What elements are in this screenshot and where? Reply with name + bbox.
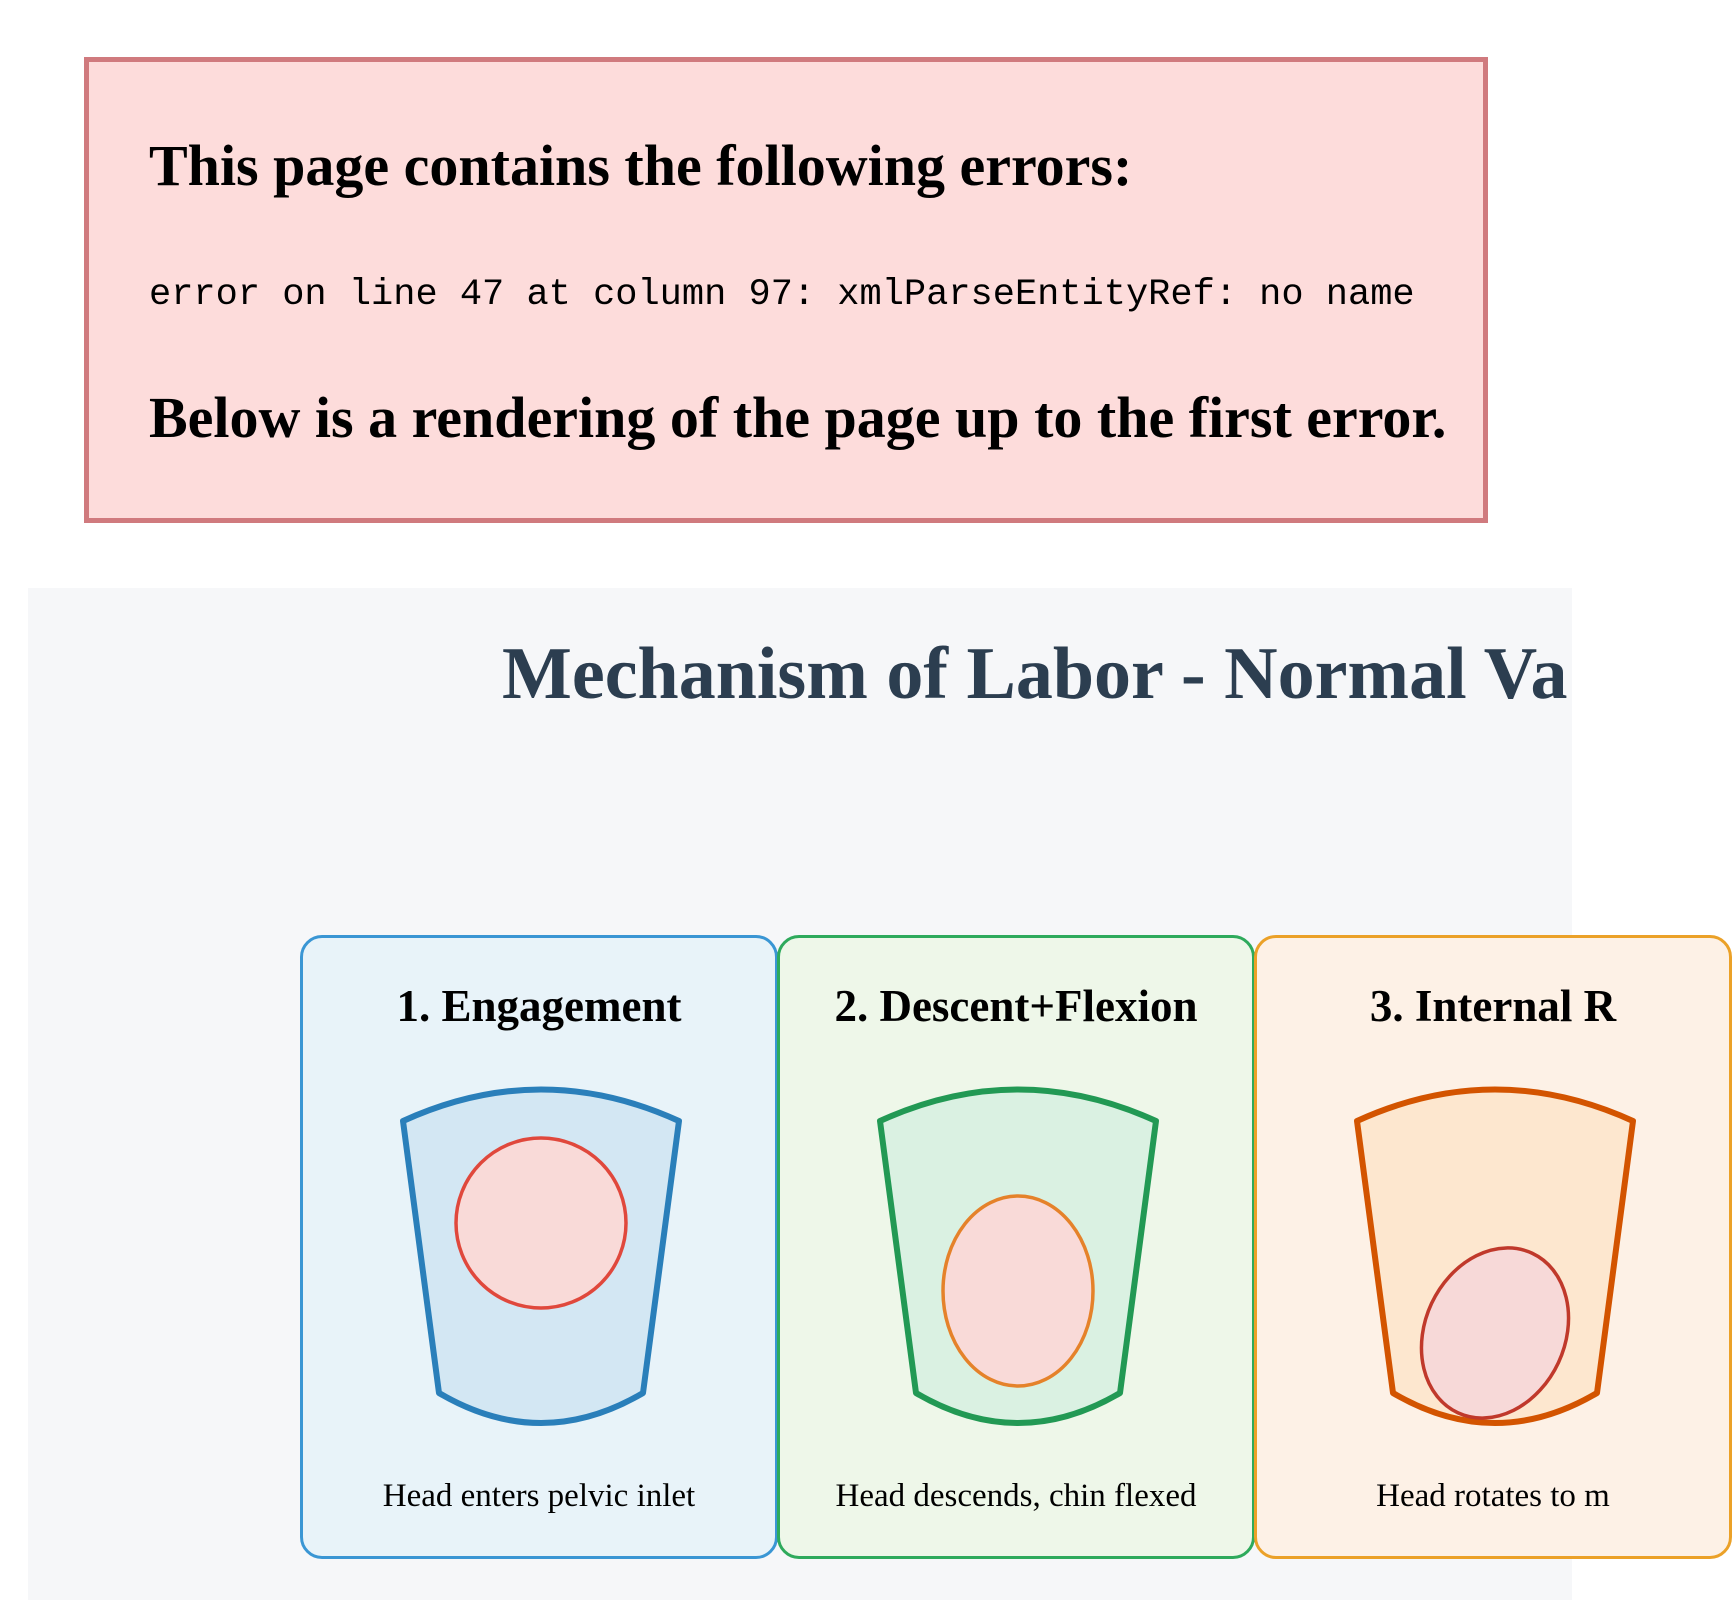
error-detail: error on line 47 at column 97: xmlParseEntityRef: no name <box>149 274 1415 316</box>
stage-title: 2. Descent+Flexion <box>834 981 1198 1031</box>
error-footer: Below is a rendering of the page up to the first error. <box>149 385 1447 450</box>
stage-title: 1. Engagement <box>396 981 682 1031</box>
stage-caption: Head descends, chin flexed <box>835 1478 1197 1514</box>
stage-card-descent-flexion <box>777 935 1255 1559</box>
diagram-title: Mechanism of Labor - Normal Va <box>502 633 1568 715</box>
diagram-area <box>28 588 1617 1600</box>
error-heading: This page contains the following errors: <box>149 133 1133 198</box>
stage-caption: Head enters pelvic inlet <box>382 1478 696 1514</box>
xml-error-box <box>84 57 1488 523</box>
fetal-head <box>943 1196 1093 1386</box>
stage-title: 3. Internal R <box>1369 981 1617 1031</box>
pelvis-diagram <box>303 1088 781 1468</box>
pelvis-diagram <box>780 1088 1258 1468</box>
fetal-head <box>456 1138 626 1308</box>
stage-card-engagement <box>300 935 778 1559</box>
stage-card-internal-rotation <box>1254 935 1732 1559</box>
pelvis-diagram <box>1257 1088 1735 1468</box>
stage-caption: Head rotates to m <box>1376 1478 1610 1514</box>
